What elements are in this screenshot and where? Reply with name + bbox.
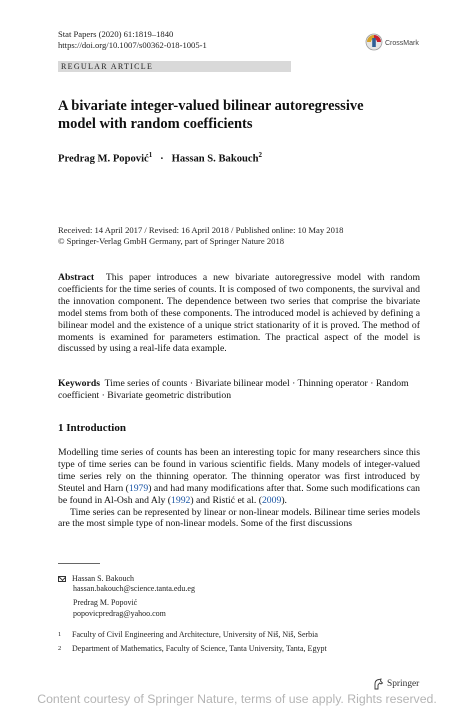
doi-link[interactable]: https://doi.org/10.1007/s00362-018-1005-1 bbox=[58, 39, 207, 50]
contact-name: Predrag M. Popović bbox=[73, 598, 138, 608]
keywords-label: Keywords bbox=[58, 378, 100, 389]
keywords-text: Time series of counts · Bivariate bilinear model · Thinning operator · Random coefficient · Bivariate geometric distribution bbox=[58, 378, 409, 401]
author-list bbox=[58, 151, 262, 165]
section-heading: 1 Introduction bbox=[58, 422, 126, 434]
keywords bbox=[58, 378, 420, 402]
horse-icon bbox=[373, 678, 384, 690]
affiliation-text: Faculty of Civil Engineering and Architecture, University of Niš, Niš, Serbia bbox=[72, 630, 318, 639]
intro-paragraph-1 bbox=[58, 447, 420, 507]
contact-name: Hassan S. Bakouch bbox=[72, 574, 134, 583]
envelope-icon bbox=[58, 576, 66, 582]
author-1-affiliation-mark: 1 bbox=[148, 151, 153, 159]
affiliation-text: Department of Mathematics, Faculty of Science, Tanta University, Tanta, Egypt bbox=[72, 644, 327, 653]
copyright-line: © Springer-Verlag GmbH Germany, part of Springer Nature 2018 bbox=[58, 236, 285, 246]
affiliation-1 bbox=[58, 630, 378, 640]
intro-text: ) and had many modifications after that. Some such modifications can be found in Al-Osh and Aly ( bbox=[58, 482, 421, 506]
watermark-text: Content courtesy of Springer Nature, terms of use apply. Rights reserved. bbox=[37, 692, 437, 706]
author-2-affiliation-mark: 2 bbox=[258, 151, 263, 159]
author-2: Hassan S. Bakouch bbox=[171, 153, 259, 165]
citation-link[interactable]: 1979 bbox=[128, 482, 149, 494]
intro-text: ). bbox=[281, 494, 287, 506]
crossmark-label: CrossMark bbox=[385, 39, 419, 47]
abstract-label: Abstract bbox=[58, 272, 95, 283]
abstract-text: This paper introduces a new bivariate autoregressive model with random coefficients for the time series of counts. It is composed of two components, the survival and the innovation component. The dependence between two series that comprise the bivariate model stems from both of these components. The introduced model is achieved by defining a bilinear model and the existence of a unique strict stationarity of it is proved. The method of moments is examined for parameters estimation. The practical aspect of the model is discussed by using a real-life data example. bbox=[58, 272, 420, 355]
intro-paragraph-2: Time series can be represented by linear or non-linear models. Bilinear time series models are the most simple type of non-linear models. Some of the first discussions bbox=[58, 506, 420, 530]
footnote-divider bbox=[58, 563, 100, 564]
publication-dates bbox=[58, 225, 418, 247]
crossmark-icon bbox=[365, 33, 383, 53]
intro-text: ) and Ristić et al. ( bbox=[190, 494, 262, 506]
affiliation-2 bbox=[58, 644, 378, 654]
citation-link[interactable]: 1992 bbox=[171, 494, 191, 506]
dates-line: Received: 14 April 2017 / Revised: 16 April 2018 / Published online: 10 May 2018 bbox=[58, 225, 344, 235]
introduction-body bbox=[58, 447, 420, 530]
article-type: REGULAR ARTICLE bbox=[61, 62, 154, 71]
paper-title: A bivariate integer-valued bilinear autoregressive model with random coefficients bbox=[58, 98, 364, 132]
corresponding-contacts bbox=[58, 574, 358, 619]
abstract bbox=[58, 272, 420, 355]
affiliation-number: 2 bbox=[58, 645, 62, 652]
author-1: Predrag M. Popović bbox=[58, 153, 149, 165]
author-separator: · bbox=[160, 153, 164, 165]
journal-line: Stat Papers (2020) 61:1819–1840 bbox=[58, 29, 174, 39]
springer-logo bbox=[373, 678, 419, 690]
journal-citation bbox=[58, 29, 207, 50]
intro-text: Modelling time series of counts has been an interesting topic for many researchers since this type of time series can be found in various scientific fields. Many models of integer-valued time series rely on the thinning operator. The thinning operator was first introduced by Steutel and Harn ( bbox=[58, 447, 420, 494]
publisher-name: Springer bbox=[387, 679, 420, 689]
affiliation-number: 1 bbox=[58, 631, 62, 638]
contact-email[interactable]: hassan.bakouch@science.tanta.edu.eg bbox=[73, 584, 195, 594]
contact-email[interactable]: popovicpredrag@yahoo.com bbox=[73, 608, 166, 618]
citation-link[interactable]: 2009 bbox=[261, 494, 282, 506]
crossmark-badge[interactable] bbox=[365, 33, 419, 53]
